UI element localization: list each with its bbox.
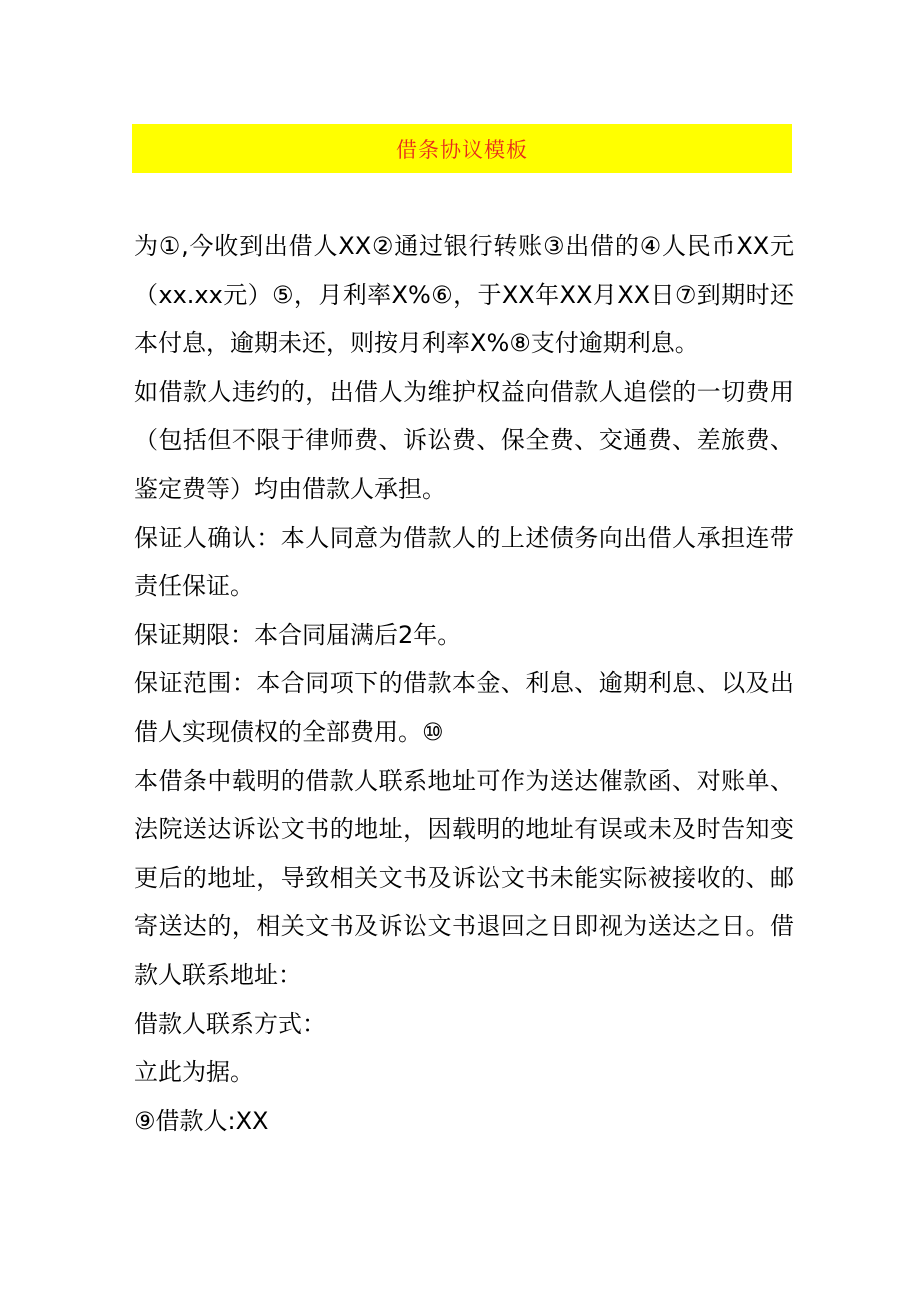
- document-body: [134, 222, 794, 1145]
- borrower-contact-line: 借款人联系方式：: [134, 1009, 326, 1038]
- closing-line: 立此为据。: [134, 1058, 254, 1087]
- guarantor-confirmation-paragraph: 保证人确认：本人同意为借款人的上述债务向出借人承担连带责任保证。: [134, 523, 794, 601]
- service-address-paragraph: 本借条中载明的借款人联系地址可作为送达催款函、对账单、法院送达诉讼文书的地址，因载明的地址有误或未及时告知变更后的地址，导致相关文书及诉讼文书未能实际被接收的、邮寄送达的，相关文书及诉讼文书退回之日即视为送达之日。借款人联系地址：: [134, 766, 794, 989]
- borrower-signature-line: ⑨借款人:XX: [134, 1106, 269, 1135]
- loan-terms-paragraph: 为①,今收到出借人XX②通过银行转账③出借的④人民币XX元（xx.xx元）⑤，月利率X%⑥，于XX年XX月XX日⑦到期时还本付息，逾期未还，则按月利率X%⑧支付逾期利息。: [134, 232, 794, 358]
- guarantee-period-paragraph: 保证期限：本合同届满后2年。: [134, 620, 462, 649]
- default-costs-paragraph: 如借款人违约的，出借人为维护权益向借款人追偿的一切费用（包括但不限于律师费、诉讼费、保全费、交通费、差旅费、鉴定费等）均由借款人承担。: [134, 377, 794, 503]
- guarantee-scope-paragraph: 保证范围：本合同项下的借款本金、利息、逾期利息、以及出借人实现债权的全部费用。⑩: [134, 669, 794, 746]
- document-title: 借条协议模板: [396, 137, 528, 162]
- title-banner: [132, 124, 792, 173]
